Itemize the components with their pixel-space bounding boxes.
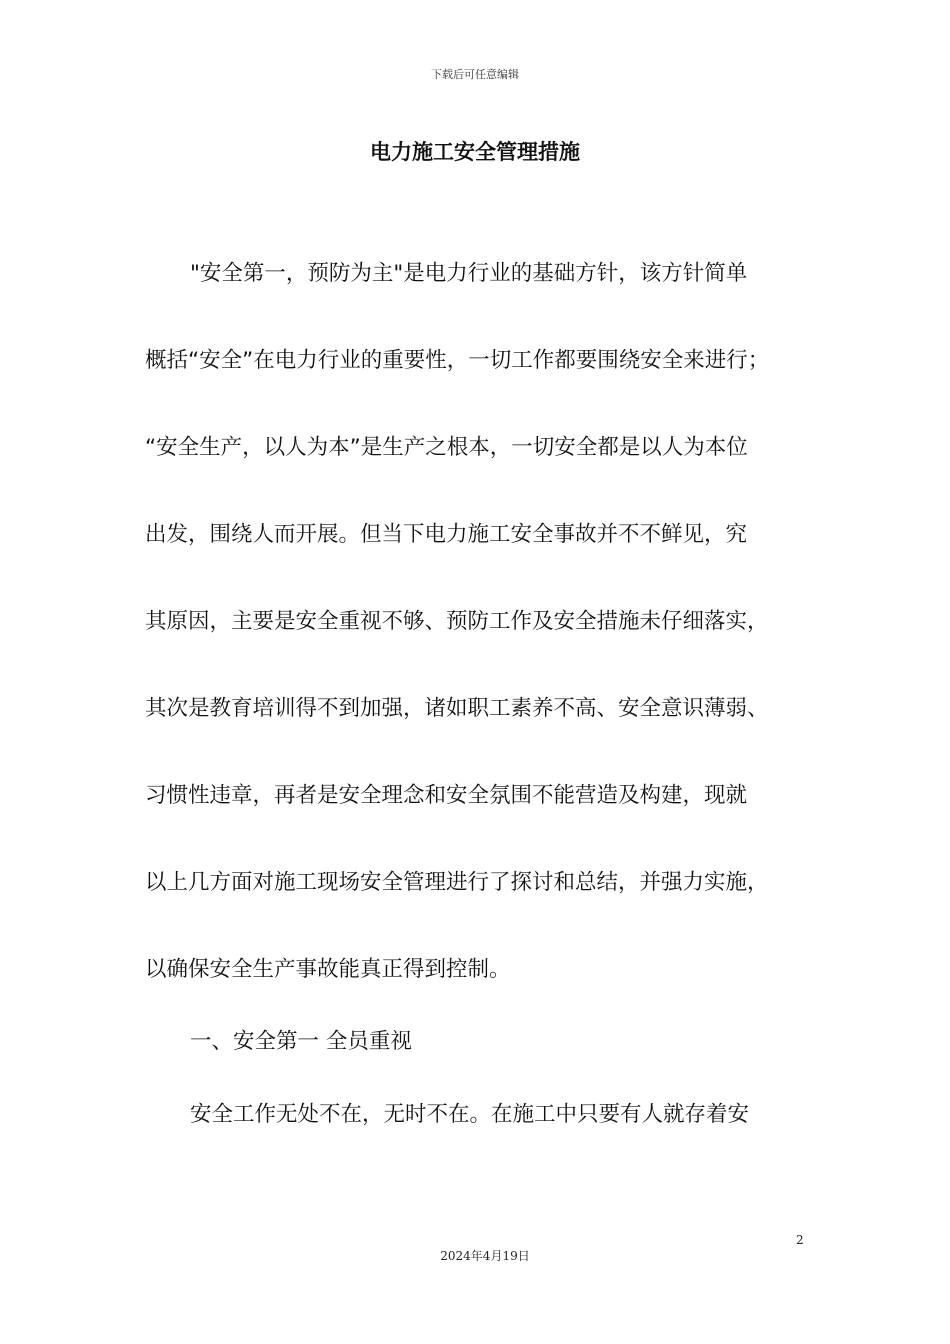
paragraph-line: 出发，围绕人而开展。但当下电力施工安全事故并不不鲜见，究 [145, 522, 748, 547]
paragraph-line: 习惯性违章，再者是安全理念和安全氛围不能营造及构建，现就 [145, 783, 748, 808]
paragraph-line: 以确保安全生产事故能真正得到控制。 [145, 957, 511, 982]
paragraph-line: 其原因，主要是安全重视不够、预防工作及安全措施未仔细落实， [145, 609, 769, 634]
paragraph-line: 其次是教育培训得不到加强，诸如职工素养不高、安全意识薄弱、 [145, 696, 769, 721]
section-heading: 一、安全第一 全员重视 [190, 1029, 412, 1054]
footer-date: 2024年4月19日 [440, 1249, 530, 1263]
paragraph-line: "安全第一，预防为主"是电力行业的基础方针，该方针简单 [190, 261, 748, 286]
paragraph-line: 以上几方面对施工现场安全管理进行了探讨和总结，并强力实施， [145, 870, 769, 895]
page-header: 下载后可任意编辑 [431, 68, 519, 81]
paragraph-line: 概括“安全”在电力行业的重要性，一切工作都要围绕安全来进行； [145, 348, 770, 373]
document-title: 电力施工安全管理措施 [370, 140, 580, 164]
paragraph-line: “安全生产，以人为本”是生产之根本，一切安全都是以人为本位 [145, 435, 748, 460]
page-number: 2 [796, 1233, 804, 1247]
paragraph-line: 安全工作无处不在，无时不在。在施工中只要有人就存着安 [190, 1102, 750, 1127]
